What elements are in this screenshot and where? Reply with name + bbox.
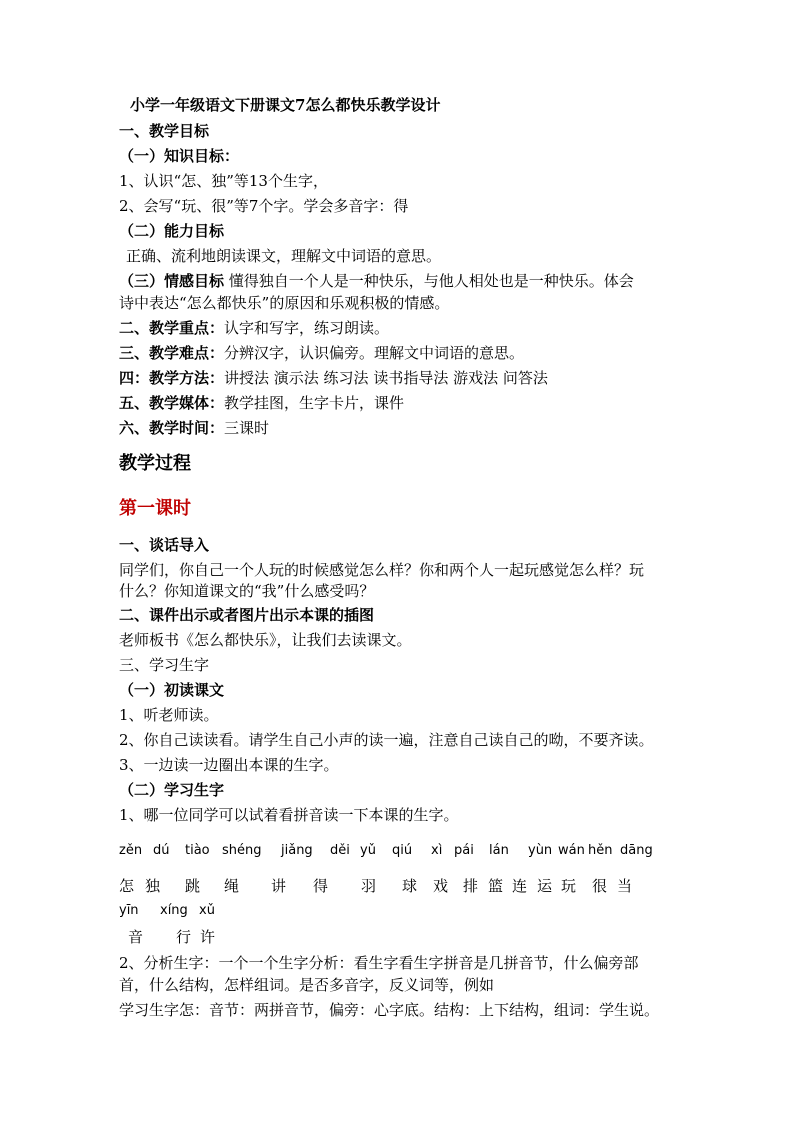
character: 篮 [488,877,504,895]
first-reading-item-2: 2、你自己读读看。请学生自己小声的读一遍，注意自己读自己的呦，不要齐读。 [119,731,654,749]
learn-characters-item-1: 1、哪一位同学可以试着看拼音读一下本课的生字。 [119,806,459,824]
character: 绳 [224,877,240,895]
character: 排 [463,877,479,895]
step-intro-heading: 一、谈话导入 [119,536,210,554]
pinyin-label: lán [489,843,509,858]
step-characters-heading: 三、学习生字 [119,656,210,674]
analysis-text-2: 首，什么结构，怎样组词。是否多音字，反义词等，例如 [119,976,495,994]
subheading-knowledge: （一）知识目标： [119,147,240,165]
pinyin-label: shéng [222,843,262,858]
time-text: 三课时 [224,419,270,437]
emotion-goal-continued: 诗中表达“怎么都快乐”的原因和乐观积极的情感。 [119,294,450,312]
step-illustration-heading: 二、课件出示或者图片出示本课的插图 [119,606,375,624]
knowledge-item-2: 2、会写“玩、很”等7个字。学会多音字：得 [119,197,409,215]
character: 很 [592,877,608,895]
character: 当 [617,877,633,895]
media-text: 教学挂图，生字卡片，课件 [224,394,405,412]
time-line [119,418,269,438]
character: 许 [200,928,216,946]
pinyin-label: wán [558,843,585,858]
time-label: 六、教学时间： [119,419,225,437]
character: 连 [512,877,528,895]
pinyin-label: dú [153,843,170,858]
pinyin-label: qiú [392,843,413,858]
subheading-first-reading: （一）初读课文 [119,681,225,699]
pinyin-label: xì [431,843,443,858]
knowledge-item-1: 1、认识“怎、独”等13个生字， [119,172,328,190]
character: 音 [128,928,144,946]
pinyin-label: tiào [185,843,210,858]
pinyin-label: děi [330,843,350,858]
character: 羽 [361,877,377,895]
pinyin-label: dāng [620,843,653,858]
character: 怎 [119,877,135,895]
document-title: 小学一年级语文下册课文7怎么都快乐教学设计 [130,96,441,114]
subheading-emotion: （三）情感目标 [119,272,225,290]
character: 球 [402,877,418,895]
emotion-goal-line [119,271,634,291]
pinyin-label: pái [454,843,474,858]
lesson-one-heading: 第一课时 [119,498,191,519]
character: 运 [537,877,553,895]
process-heading: 教学过程 [119,453,191,474]
difficulties-text: 分辨汉字，认识偏旁。理解文中词语的意思。 [224,344,525,362]
media-line [119,393,404,413]
difficulties-line [119,343,524,363]
pinyin-label: yīn [119,903,139,918]
media-label: 五、教学媒体： [119,394,225,412]
difficulties-label: 三、教学难点： [119,344,225,362]
key-points-line [119,318,389,338]
character: 戏 [433,877,449,895]
pinyin-label: yùn [528,843,553,858]
step-illustration-text: 老师板书《怎么都快乐》，让我们去读课文。 [119,631,412,649]
emotion-goal-text: 懂得独自一个人是一种快乐，与他人相处也是一种快乐。体会 [224,272,634,290]
analysis-text-3: 学习生字怎：音节：两拼音节，偏旁：心字底。结构：上下结构，组词：学生说。 [119,1001,660,1019]
key-points-label: 二、教学重点： [119,319,225,337]
pinyin-label: hěn [588,843,613,858]
key-points-text: 认字和写字，练习朗读。 [224,319,390,337]
section-heading-goals: 一、教学目标 [119,122,210,140]
first-reading-item-3: 3、一边读一边圈出本课的生字。 [119,756,339,774]
step-intro-text-1: 同学们，你自己一个人玩的时候感觉怎么样？你和两个人一起玩感觉怎么样？玩 [119,561,645,579]
methods-text: 讲授法 演示法 练习法 读书指导法 游戏法 问答法 [224,369,548,387]
pinyin-label: xíng [160,903,188,918]
character: 行 [176,928,192,946]
step-intro-text-2: 什么？你知道课文的“我”什么感受吗？ [119,582,375,600]
character: 跳 [185,877,201,895]
methods-line [119,368,548,388]
subheading-learn-characters: （二）学习生字 [119,781,225,799]
character: 讲 [271,877,287,895]
pinyin-label: jiǎng [281,843,313,858]
analysis-text-1: 2、分析生字：一个一个生字分析：看生字看生字拼音是几拼音节，什么偏旁部 [119,954,639,972]
pinyin-label: xǔ [199,903,215,918]
subheading-ability: （二）能力目标 [119,222,225,240]
first-reading-item-1: 1、听老师读。 [119,706,219,724]
character: 独 [145,877,161,895]
character: 得 [313,877,329,895]
methods-label: 四：教学方法： [119,369,225,387]
pinyin-label: yǔ [360,843,376,858]
pinyin-label: zěn [119,843,143,858]
character: 玩 [561,877,577,895]
ability-text: 正确、流利地朗读课文，理解文中词语的意思。 [126,247,442,265]
